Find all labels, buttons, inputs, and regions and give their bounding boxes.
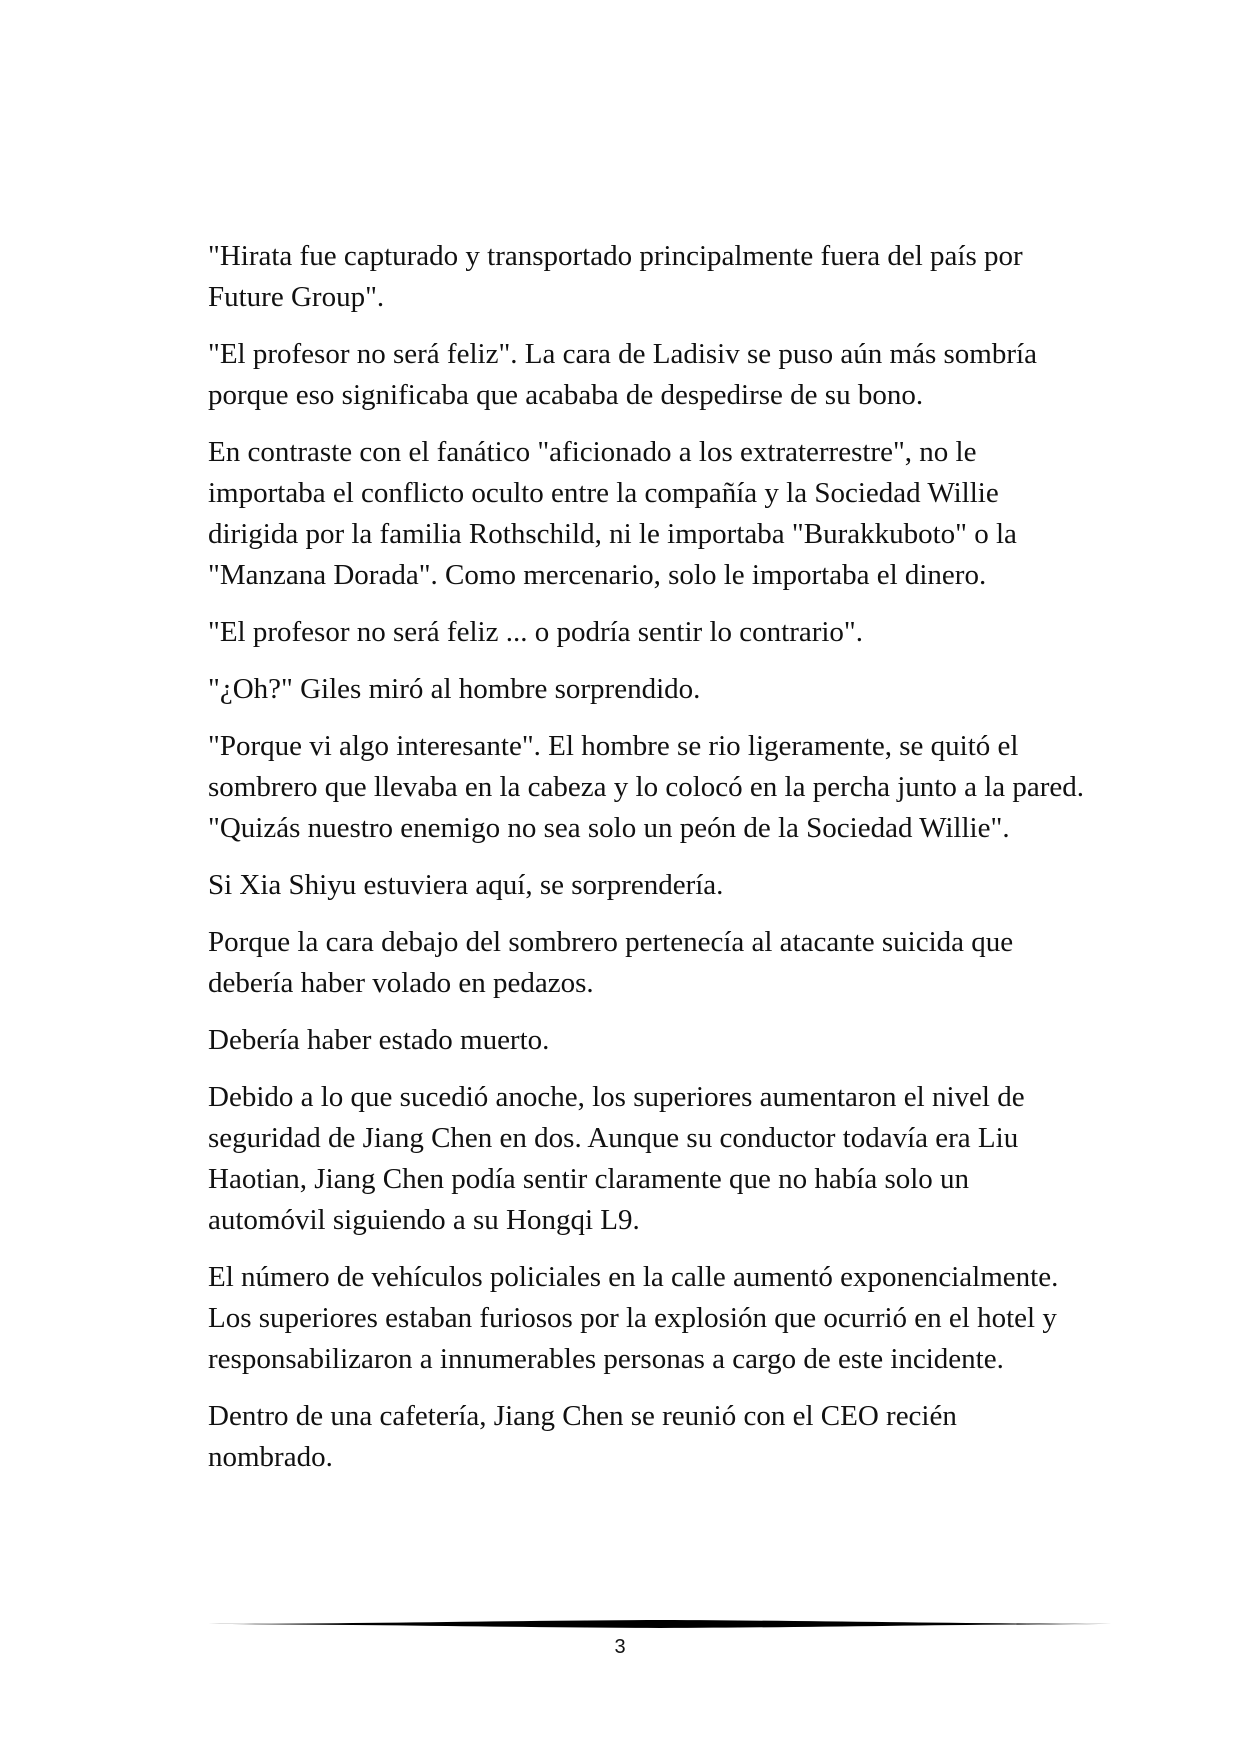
body-text: [208, 236, 1088, 1494]
paragraph: "¿Oh?" Giles miró al hombre sorprendido.: [208, 673, 701, 705]
paragraph: Dentro de una cafetería, Jiang Chen se reunió con el CEO recién nombrado.: [208, 1400, 957, 1473]
footer-rule: [208, 1618, 1112, 1630]
paragraph: "Hirata fue capturado y transportado principalmente fuera del país por Future Group".: [208, 240, 1023, 313]
paragraph: Debido a lo que sucedió anoche, los superiores aumentaron el nivel de seguridad de Jiang Chen en dos. Aunque su conductor todavía era Liu Haotian, Jiang Chen podía sentir claramente que no había solo un automóvil siguiendo a su Hongqi L9.: [208, 1081, 1025, 1236]
paragraph: "El profesor no será feliz ... o podría sentir lo contrario".: [208, 616, 864, 648]
paragraph: El número de vehículos policiales en la calle aumentó exponencialmente. Los superiores estaban furiosos por la explosión que ocurrió en el hotel y responsabilizaron a innumerables personas a cargo de este incidente.: [208, 1261, 1059, 1375]
paragraph: "El profesor no será feliz". La cara de Ladisiv se puso aún más sombría porque eso significaba que acababa de despedirse de su bono.: [208, 338, 1037, 411]
paragraph: En contraste con el fanático "aficionado a los extraterrestre", no le importaba el conflicto oculto entre la compañía y la Sociedad Willie dirigida por la familia Rothschild, ni le importaba "Burakkuboto" o la "Manzana Dorada". Como mercenario, solo le importaba el dinero.: [208, 436, 1017, 591]
paragraph: Debería haber estado muerto.: [208, 1024, 550, 1056]
paragraph: Porque la cara debajo del sombrero pertenecía al atacante suicida que debería haber volado en pedazos.: [208, 926, 1014, 999]
paragraph: "Porque vi algo interesante". El hombre se rio ligeramente, se quitó el sombrero que llevaba en la cabeza y lo colocó en la percha junto a la pared. "Quizás nuestro enemigo no sea solo un peón de la Sociedad Willie".: [208, 730, 1085, 844]
paragraph: Si Xia Shiyu estuviera aquí, se sorprendería.: [208, 869, 724, 901]
page-number: 3: [614, 1636, 626, 1658]
